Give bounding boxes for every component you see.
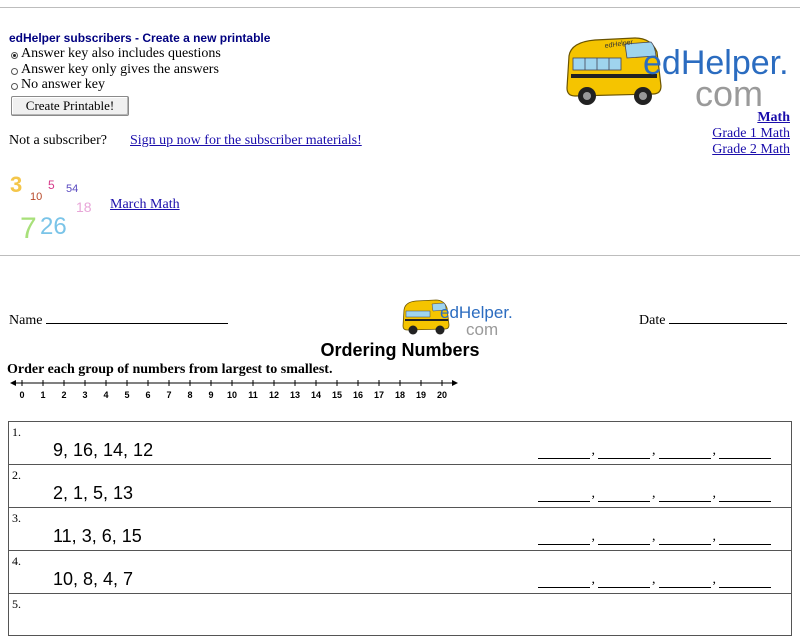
arrow-left-icon: [10, 380, 16, 386]
number-line-label: 20: [436, 390, 448, 400]
answer-blank: [659, 442, 711, 459]
problem-values: 11, 3, 6, 15: [53, 526, 142, 546]
problem-row: [8, 464, 792, 507]
answer-blank: [598, 442, 650, 459]
decor-number: 3: [10, 172, 23, 197]
date-field: [639, 311, 787, 329]
signup-link[interactable]: Sign up now for the subscriber materials!: [130, 133, 362, 148]
radio-icon[interactable]: [11, 83, 18, 90]
subscriber-heading: edHelper subscribers - Create a new printable: [9, 31, 271, 45]
problem-row: [8, 593, 792, 636]
problem-values: 10, 8, 4, 7: [53, 569, 134, 589]
answer-blank: [598, 571, 650, 588]
answer-separator: ,: [591, 443, 595, 458]
radio-answer-key-with-questions[interactable]: [11, 46, 221, 61]
radio-label: No answer key: [21, 77, 105, 92]
answer-blank: [719, 485, 771, 502]
problem-number: 5.: [12, 597, 21, 611]
answer-separator: ,: [652, 529, 656, 544]
answer-separator: ,: [591, 572, 595, 587]
answer-separator: ,: [591, 486, 595, 501]
decor-number: 54: [66, 183, 79, 195]
number-line-label: 11: [248, 390, 258, 400]
answer-blank: [538, 485, 590, 502]
radio-no-answer-key[interactable]: [11, 77, 105, 92]
problem-number: 4.: [12, 554, 21, 568]
arrow-right-icon: [452, 380, 458, 386]
name-label: Name: [9, 313, 43, 328]
number-line-label: 1: [40, 390, 46, 400]
number-line-label: 5: [124, 390, 130, 400]
answer-blank: [598, 528, 650, 545]
date-blank: [669, 311, 787, 324]
number-line-label: 3: [82, 390, 88, 400]
number-line-label: 7: [166, 390, 172, 400]
colorful-numbers-icon: [8, 172, 98, 244]
answer-separator: ,: [591, 529, 595, 544]
answer-blank: [719, 571, 771, 588]
number-line-label: 13: [289, 390, 301, 400]
radio-icon[interactable]: [11, 68, 18, 75]
number-line-label: 6: [145, 390, 151, 400]
side-links: [712, 110, 790, 158]
decor-number: 18: [76, 199, 92, 215]
problem-values: 2, 1, 5, 13: [53, 483, 134, 503]
answer-separator: ,: [712, 486, 716, 501]
radio-answer-key-answers-only[interactable]: [11, 62, 219, 77]
answer-blank: [598, 485, 650, 502]
decor-number: 10: [30, 191, 43, 203]
name-field: [9, 311, 228, 329]
not-subscriber-text: Not a subscriber?: [9, 133, 107, 148]
march-math-link[interactable]: March Math: [110, 197, 180, 212]
radio-icon[interactable]: [11, 52, 18, 59]
bus-lettering: edHelper: [604, 39, 634, 50]
logo-com: com: [695, 73, 764, 112]
logo-text: edHelper.: [643, 44, 789, 82]
logo-com: com: [466, 320, 499, 338]
create-printable-button[interactable]: Create Printable!: [11, 96, 129, 116]
answer-blank: [538, 528, 590, 545]
problem-number: 1.: [12, 425, 21, 439]
radio-label: Answer key only gives the answers: [21, 62, 219, 77]
decor-number: 26: [40, 213, 67, 240]
answer-separator: ,: [652, 443, 656, 458]
answer-blank: [659, 528, 711, 545]
radio-label: Answer key also includes questions: [21, 46, 221, 61]
math-link[interactable]: Math: [757, 110, 790, 125]
problem-row: [8, 550, 792, 593]
answer-blank: [719, 528, 771, 545]
answer-blanks: [538, 528, 772, 545]
problem-number: 2.: [12, 468, 21, 482]
section-divider: [0, 255, 800, 256]
decor-number: 7: [20, 212, 37, 244]
grade2-math-link[interactable]: Grade 2 Math: [712, 142, 790, 157]
answer-separator: ,: [712, 529, 716, 544]
problem-row: [8, 507, 792, 550]
instructions: Order each group of numbers from largest to smallest.: [7, 362, 333, 377]
answer-blank: [538, 571, 590, 588]
answer-separator: ,: [712, 443, 716, 458]
decor-number: 5: [48, 178, 55, 192]
worksheet-title: Ordering Numbers: [320, 340, 480, 360]
answer-blank: [538, 442, 590, 459]
problem-values: 9, 16, 14, 12: [53, 440, 154, 460]
answer-blanks: [538, 442, 772, 459]
answer-blank: [719, 442, 771, 459]
logo-text: edHelper.: [440, 303, 513, 322]
number-line-label: 19: [415, 390, 427, 400]
edhelper-logo[interactable]: [565, 34, 793, 112]
answer-separator: ,: [652, 572, 656, 587]
number-line-label: 10: [226, 390, 238, 400]
answer-blanks: [538, 571, 772, 588]
number-line-label: 17: [373, 390, 385, 400]
top-divider: [0, 7, 800, 8]
problem-row: [8, 421, 792, 464]
number-line-label: 14: [310, 390, 322, 400]
answer-blanks: [538, 485, 772, 502]
number-line-label: 12: [268, 390, 280, 400]
answer-separator: ,: [712, 572, 716, 587]
date-label: Date: [639, 313, 666, 328]
problem-number: 3.: [12, 511, 21, 525]
answer-separator: ,: [652, 486, 656, 501]
grade1-math-link[interactable]: Grade 1 Math: [712, 126, 790, 141]
number-line-label: 15: [331, 390, 343, 400]
number-line-label: 9: [208, 390, 214, 400]
number-line-label: 2: [61, 390, 67, 400]
answer-blank: [659, 485, 711, 502]
name-blank: [46, 311, 228, 324]
problems-table: [8, 421, 792, 636]
number-line-label: 18: [394, 390, 406, 400]
edhelper-logo-small: [402, 298, 514, 338]
number-line-label: 8: [187, 390, 193, 400]
answer-blank: [659, 571, 711, 588]
number-line: [10, 376, 460, 402]
number-line-label: 0: [19, 390, 25, 400]
number-line-label: 16: [352, 390, 364, 400]
number-line-label: 4: [103, 390, 109, 400]
